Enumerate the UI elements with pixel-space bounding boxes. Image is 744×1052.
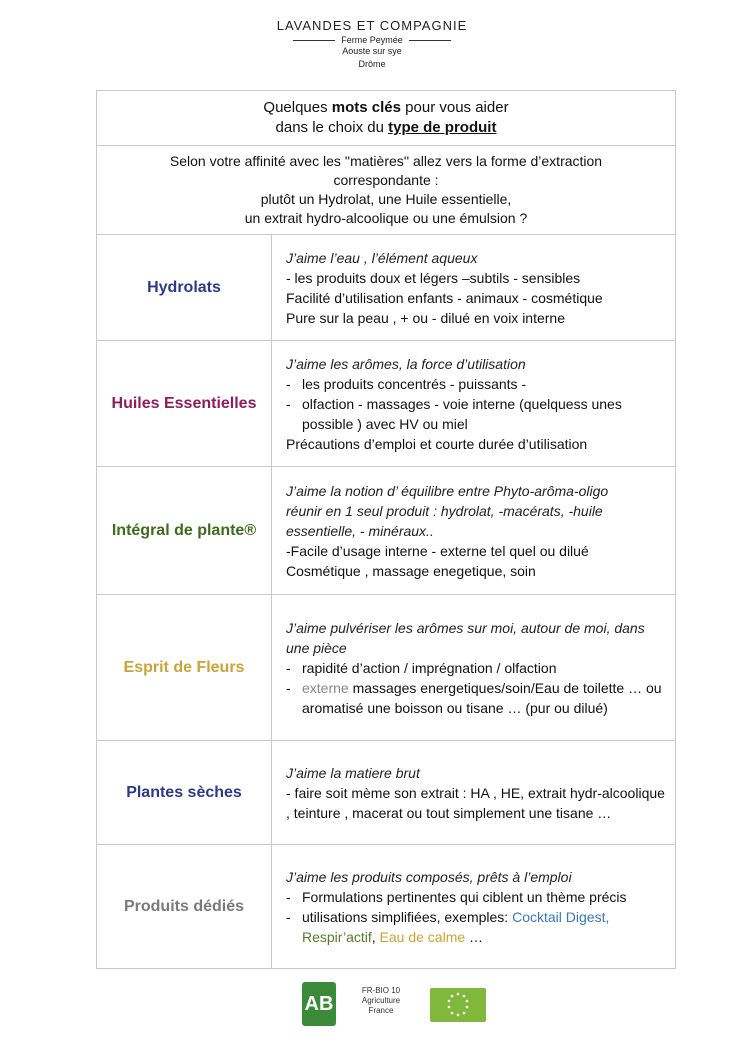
row-name-huiles: Huiles Essentielles [97,341,272,467]
town: Aouste sur sye [342,46,402,56]
ab-logo-icon: AB [302,982,336,1026]
table-row [97,341,676,467]
table-row [97,467,676,595]
row-desc: J’aime l’eau , l’élément aqueux - les produits doux et légers –subtils - sensibles Facilité d’utilisation enfants - animaux - cosmétique Pure sur la peau , + ou - dilué en voix interne [272,235,676,341]
brand-name: LAVANDES ET COMPAGNIE [276,18,468,33]
product-link-respir: Respir’actif [302,928,372,945]
table-intro: Selon votre affinité avec les ''matières'' allez vers la forme d’extraction correspondante : plutôt un Hydrolat, une Huile essentielle, un extrait hydro-alcoolique ou une émulsion ? [97,146,676,235]
table-row [97,235,676,341]
row-desc: J’aime la matiere brut - faire soit mème son extrait : HA , HE, extrait hydr-alcoolique , teinture , macerat ou tout simplement une tisane … [272,741,676,845]
table-title: Quelques mots clés pour vous aider dans le choix du type de produit [97,91,676,146]
row-desc: J’aime la notion d’ équilibre entre Phyto-arôma-oligo réunir en 1 seul produit : hydrolat, -macérats, -huile essentielle, - minéraux.. -Facile d’usage interne - externe tel quel ou dilué Cosmétique , massage enegetique, soin [272,467,676,595]
row-desc: J’aime pulvériser les arômes sur moi, autour de moi, dans une pièce - rapidité d’action / imprégnation / olfaction - externe massages energetiques/soin/Eau de toilette … ou aromatisé une boisson ou tisane … (pur ou dilué) [272,595,676,741]
letterhead [0,18,744,71]
eu-organic-leaf-icon [430,988,486,1022]
row-desc: J’aime les produits composés, prêts à l’emploi - Formulations pertinentes qui ciblent un thème précis - utilisations simplifiées, exemples: Cocktail Digest, Respir’actif, Eau de calme … [272,845,676,969]
row-name-plantes: Plantes sèches [97,741,272,845]
product-link-cocktail: Cocktail Digest, [512,908,610,925]
product-link-calme: Eau de calme [379,928,466,945]
table-row [97,741,676,845]
certification-footer [0,980,744,1030]
row-desc: J’aime les arômes, la force d’utilisation - les produits concentrés - puissants - - olfaction - massages - voie interne (quelquess unes possible ) avec HV ou miel Précautions d’emploi et courte durée d’utilisation [272,341,676,467]
region: Drôme [358,59,386,69]
row-name-integral: Intégral de plante® [97,467,272,595]
fr-bio-label: FR-BIO 10 Agriculture France [361,986,401,1015]
table-row [97,595,676,741]
table-row [97,845,676,969]
divider [293,40,335,41]
row-name-esprit: Esprit de Fleurs [97,595,272,741]
divider [409,40,451,41]
row-name-hydrolats: Hydrolats [97,235,272,341]
product-type-table [96,90,676,969]
farm-name: Ferme Peymée [341,35,403,45]
row-name-produits: Produits dédiés [97,845,272,969]
